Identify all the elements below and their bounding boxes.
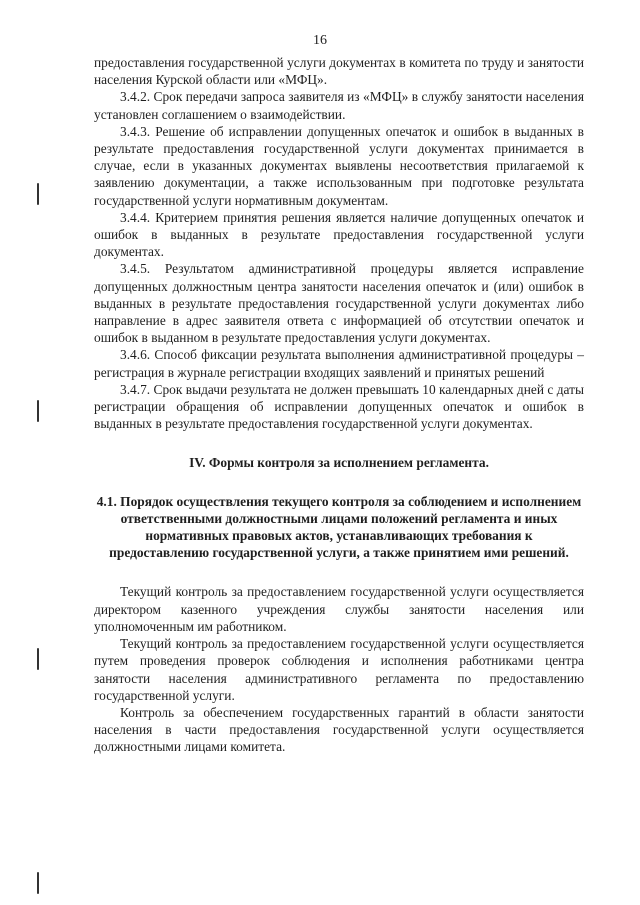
paragraph-continuation: предоставления государственной услуги документах в комитета по труду и занятости населения Курской области или «МФЦ». <box>94 55 584 88</box>
document-body <box>94 54 584 756</box>
paragraph-3-4-3: 3.4.3. Решение об исправлении допущенных опечаток и ошибок в выданных в результате предоставления государственной услуги документах принимается в случае, если в указанных документах выявлены несоответствия прилагаемой к заявлению документации, а также использованным при подготовке результата государственной услуги нормативным документам. <box>94 123 584 208</box>
page-number: 16 <box>313 33 327 48</box>
paragraph-control-3: Контроль за обеспечением государственных гарантий в области занятости населения в части предоставления государственной услуги осуществляется должностными лицами комитета. <box>94 704 584 755</box>
binding-mark <box>37 872 39 894</box>
paragraph-3-4-7: 3.4.7. Срок выдачи результата не должен превышать 10 календарных дней с даты регистрации обращения об исправлении допущенных опечаток и ошибок в выданных в результате предоставления государственной услуги документах. <box>94 381 584 432</box>
paragraph-control-2: Текущий контроль за предоставлением государственной услуги осуществляется путем проведения проверок соблюдения и исполнения работниками центра занятости населения административного регламента по предоставлению государственной услуги. <box>94 636 584 703</box>
paragraph-3-4-2: 3.4.2. Срок передачи запроса заявителя из «МФЦ» в службу занятости населения установлен соглашением о взаимодействии. <box>94 89 584 122</box>
binding-mark <box>37 183 39 205</box>
binding-mark <box>37 648 39 670</box>
paragraph-3-4-5: 3.4.5. Результатом административной процедуры является исправление допущенных должностным центра занятости населения опечаток и (или) ошибок в выданных в результате предоставления государственной услуги документах либо направление в адрес заявителя ответа с информацией об отсутствии опечаток и ошибок в выданном в результате предоставления услуги документах. <box>94 261 584 346</box>
binding-mark <box>37 400 39 422</box>
paragraph-3-4-4: 3.4.4. Критерием принятия решения является наличие допущенных опечаток и ошибок в выданных в результате предоставления государственной услуги документах. <box>94 209 584 260</box>
subsection-heading: 4.1. Порядок осуществления текущего контроля за соблюдением и исполнением ответственными должностными лицами положений регламента и иных нормативных правовых актов, устанавливающих требования к предоставлению государственной услуги, а также принятием ими решений. <box>96 493 582 561</box>
section-heading: IV. Формы контроля за исполнением регламента. <box>189 455 489 471</box>
paragraph-3-4-6: 3.4.6. Способ фиксации результата выполнения административной процедуры – регистрация в журнале регистрации входящих заявлений и принятых решений <box>94 347 584 380</box>
paragraph-control-1: Текущий контроль за предоставлением государственной услуги осуществляется директором казенного учреждения службы занятости населения или уполномоченным им работником. <box>94 584 584 634</box>
